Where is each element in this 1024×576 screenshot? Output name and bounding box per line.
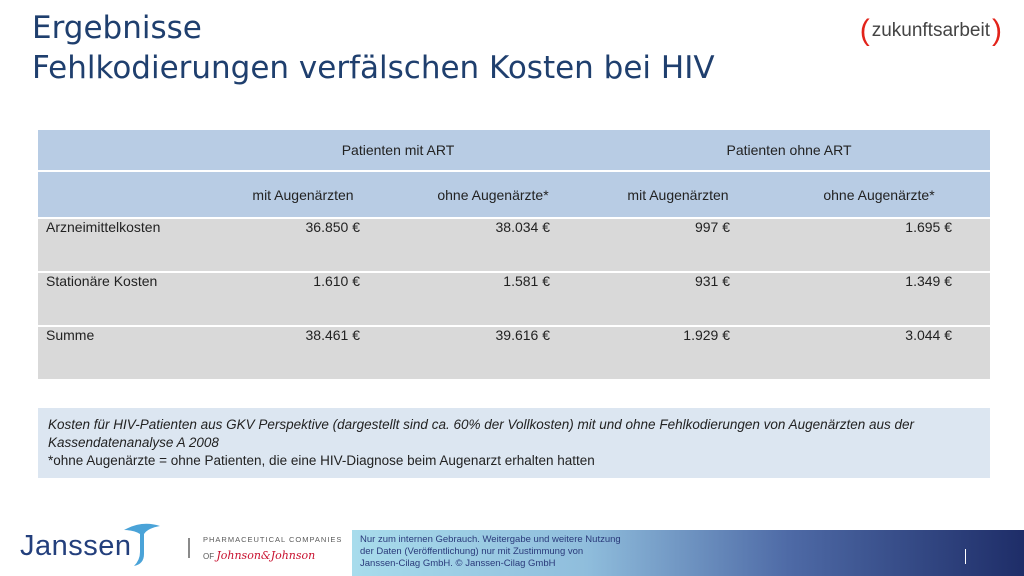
- confidentiality-band: [352, 530, 1024, 576]
- table-cell: 1.581 €: [398, 272, 588, 326]
- footer-divider: [188, 538, 190, 558]
- confidentiality-line-2: der Daten (Veröffentlichung) nur mit Zustimmung von: [360, 546, 584, 557]
- table-sub-header-row: [38, 171, 990, 218]
- table-cell: 1.349 €: [768, 272, 990, 326]
- pharma-line: PHARMACEUTICAL COMPANIES: [203, 535, 343, 544]
- logo-left-paren: (: [859, 14, 870, 47]
- footnote-asterisk-text: *ohne Augenärzte = ohne Patienten, die eine HIV-Diagnose beim Augenarzt erhalten hatten: [48, 453, 595, 468]
- group-header-mit-art: Patienten mit ART: [208, 130, 588, 171]
- table-group-header-row: [38, 130, 990, 171]
- empty-header-cell: [38, 130, 208, 171]
- logo-text: zukunftsarbeit: [871, 20, 990, 41]
- footnote-source-text: Kosten für HIV-Patienten aus GKV Perspektive (dargestellt sind ca. 60% der Vollkosten) mit und ohne Fehlkodierungen von Augenärzten aus der Kassendatenanalyse A 2008: [48, 417, 914, 450]
- logo-right-paren: ): [992, 14, 1002, 47]
- title-line-2: Fehlkodierungen verfälschen Kosten bei HIV: [32, 50, 715, 86]
- of-jj-line: [203, 549, 342, 562]
- footer-bar: [0, 516, 1024, 576]
- table-cell: 997 €: [588, 218, 768, 272]
- table-cell: 36.850 €: [208, 218, 398, 272]
- confidentiality-notice: [360, 534, 621, 570]
- pharma-tagline: [203, 535, 342, 562]
- janssen-swoosh-icon: [122, 520, 162, 568]
- footnote-box: [38, 408, 990, 478]
- table-cell: 3.044 €: [768, 326, 990, 379]
- zukunftsarbeit-logo: [860, 16, 1002, 46]
- sub-header: mit Augenärzten: [208, 171, 398, 218]
- of-label: OF: [203, 552, 215, 561]
- slide-title: [32, 8, 715, 88]
- table-cell: 1.929 €: [588, 326, 768, 379]
- group-header-ohne-art: Patienten ohne ART: [588, 130, 990, 171]
- confidentiality-line-3: Janssen-Cilag GmbH. © Janssen-Cilag GmbH: [360, 558, 556, 569]
- cost-table: [38, 130, 990, 379]
- table-cell: 1.695 €: [768, 218, 990, 272]
- table-cell: 39.616 €: [398, 326, 588, 379]
- empty-header-cell: [38, 171, 208, 218]
- row-label: Arzneimittelkosten: [38, 218, 208, 272]
- row-label: Summe: [38, 326, 208, 379]
- table-cell: 1.610 €: [208, 272, 398, 326]
- sub-header: ohne Augenärzte*: [398, 171, 588, 218]
- janssen-logo: Janssen: [20, 530, 132, 562]
- table-cell: 931 €: [588, 272, 768, 326]
- table-cell: 38.034 €: [398, 218, 588, 272]
- row-label: Stationäre Kosten: [38, 272, 208, 326]
- sub-header: ohne Augenärzte*: [768, 171, 990, 218]
- jj-logo: Johnson&Johnson: [216, 549, 316, 562]
- title-line-1: Ergebnisse: [32, 10, 202, 46]
- confidentiality-line-1: Nur zum internen Gebrauch. Weitergabe und weitere Nutzung: [360, 534, 621, 545]
- table-row: [38, 326, 990, 379]
- table-cell: 38.461 €: [208, 326, 398, 379]
- page-number-marker: [965, 549, 966, 564]
- table-row: [38, 218, 990, 272]
- sub-header: mit Augenärzten: [588, 171, 768, 218]
- table-row: [38, 272, 990, 326]
